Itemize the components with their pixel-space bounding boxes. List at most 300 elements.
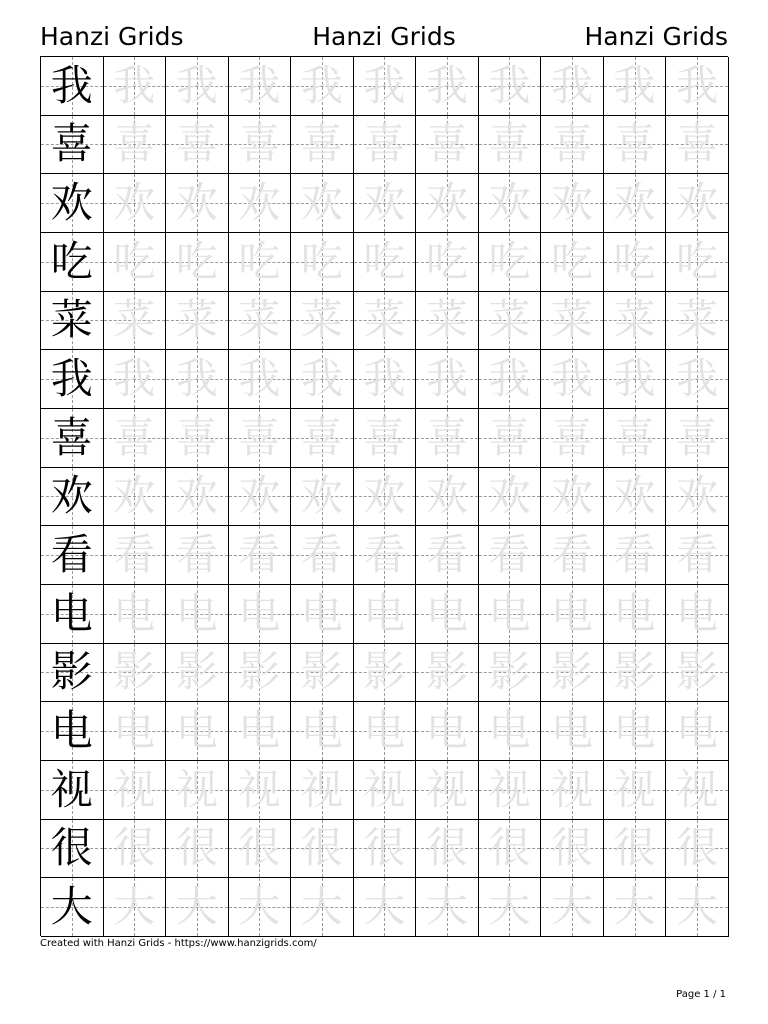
trace-cell (104, 585, 167, 644)
trace-cell (666, 116, 729, 175)
trace-cell (104, 644, 167, 703)
trace-cell (166, 702, 229, 761)
trace-character: 喜 (676, 119, 719, 169)
trace-cell (416, 761, 479, 820)
trace-character: 很 (613, 823, 656, 873)
trace-cell (104, 878, 167, 937)
practice-grid (40, 56, 728, 936)
model-cell (41, 57, 104, 116)
trace-cell (229, 350, 292, 409)
trace-character: 我 (300, 354, 343, 404)
trace-cell (541, 644, 604, 703)
trace-character: 欢 (300, 178, 343, 228)
trace-character: 喜 (488, 119, 531, 169)
trace-character: 菜 (113, 295, 156, 345)
model-cell (41, 878, 104, 937)
trace-cell (354, 761, 417, 820)
trace-cell (666, 702, 729, 761)
trace-cell (354, 820, 417, 879)
trace-cell (354, 468, 417, 527)
trace-character: 影 (425, 647, 468, 697)
trace-cell (229, 233, 292, 292)
trace-cell (166, 644, 229, 703)
trace-character: 喜 (425, 119, 468, 169)
trace-character: 电 (613, 588, 656, 638)
trace-character: 欢 (175, 471, 218, 521)
trace-cell (166, 761, 229, 820)
trace-cell (104, 409, 167, 468)
trace-character: 电 (238, 706, 281, 756)
model-character: 大 (50, 882, 93, 932)
trace-cell (666, 174, 729, 233)
trace-character: 欢 (551, 178, 594, 228)
trace-cell (479, 644, 542, 703)
trace-character: 视 (363, 764, 406, 814)
trace-character: 影 (300, 647, 343, 697)
trace-character: 吃 (363, 236, 406, 286)
trace-cell (479, 585, 542, 644)
trace-character: 视 (238, 764, 281, 814)
model-character: 视 (50, 764, 93, 814)
trace-cell (166, 174, 229, 233)
trace-cell (604, 820, 667, 879)
trace-character: 很 (238, 823, 281, 873)
model-cell (41, 585, 104, 644)
trace-cell (416, 350, 479, 409)
trace-character: 我 (113, 60, 156, 110)
trace-cell (479, 57, 542, 116)
trace-character: 欢 (676, 178, 719, 228)
trace-cell (291, 526, 354, 585)
model-character: 喜 (50, 412, 93, 462)
trace-character: 我 (551, 60, 594, 110)
trace-character: 影 (175, 647, 218, 697)
trace-character: 喜 (613, 412, 656, 462)
trace-cell (479, 702, 542, 761)
trace-cell (354, 233, 417, 292)
trace-cell (229, 57, 292, 116)
model-cell (41, 174, 104, 233)
trace-cell (604, 350, 667, 409)
model-character: 电 (50, 706, 93, 756)
trace-cell (479, 292, 542, 351)
grid-row (41, 57, 728, 116)
trace-cell (416, 292, 479, 351)
trace-character: 电 (551, 588, 594, 638)
trace-cell (604, 878, 667, 937)
trace-character: 大 (113, 882, 156, 932)
trace-character: 电 (363, 706, 406, 756)
trace-character: 大 (613, 882, 656, 932)
trace-character: 喜 (175, 119, 218, 169)
trace-cell (291, 820, 354, 879)
trace-character: 视 (425, 764, 468, 814)
trace-cell (166, 350, 229, 409)
trace-character: 电 (363, 588, 406, 638)
trace-character: 欢 (300, 471, 343, 521)
trace-character: 大 (363, 882, 406, 932)
model-character: 很 (50, 823, 93, 873)
trace-character: 很 (300, 823, 343, 873)
trace-cell (354, 644, 417, 703)
trace-cell (354, 350, 417, 409)
trace-cell (229, 468, 292, 527)
grid-row (41, 233, 728, 292)
trace-cell (354, 585, 417, 644)
trace-character: 喜 (300, 119, 343, 169)
trace-cell (291, 585, 354, 644)
trace-character: 电 (300, 588, 343, 638)
trace-cell (354, 409, 417, 468)
trace-character: 我 (425, 354, 468, 404)
trace-character: 喜 (175, 412, 218, 462)
trace-cell (104, 761, 167, 820)
trace-character: 很 (113, 823, 156, 873)
trace-cell (666, 292, 729, 351)
trace-cell (541, 409, 604, 468)
trace-cell (416, 174, 479, 233)
trace-character: 电 (676, 588, 719, 638)
model-cell (41, 350, 104, 409)
trace-cell (541, 292, 604, 351)
model-character: 吃 (50, 236, 93, 286)
trace-character: 我 (488, 354, 531, 404)
trace-cell (666, 526, 729, 585)
trace-character: 电 (488, 588, 531, 638)
trace-cell (604, 57, 667, 116)
trace-character: 很 (488, 823, 531, 873)
trace-cell (104, 702, 167, 761)
trace-character: 我 (676, 354, 719, 404)
trace-character: 欢 (113, 178, 156, 228)
header-title-left: Hanzi Grids (40, 22, 184, 51)
trace-cell (541, 233, 604, 292)
trace-cell (229, 878, 292, 937)
trace-cell (229, 292, 292, 351)
model-cell (41, 644, 104, 703)
model-character: 欢 (50, 178, 93, 228)
trace-cell (666, 233, 729, 292)
trace-character: 视 (551, 764, 594, 814)
model-character: 电 (50, 588, 93, 638)
trace-cell (479, 820, 542, 879)
trace-cell (291, 702, 354, 761)
trace-character: 看 (613, 530, 656, 580)
trace-character: 喜 (238, 412, 281, 462)
model-cell (41, 761, 104, 820)
trace-cell (541, 820, 604, 879)
trace-character: 喜 (551, 412, 594, 462)
trace-character: 吃 (175, 236, 218, 286)
trace-cell (166, 878, 229, 937)
grid-row (41, 644, 728, 703)
trace-cell (604, 585, 667, 644)
trace-character: 大 (175, 882, 218, 932)
trace-cell (666, 644, 729, 703)
trace-character: 欢 (425, 178, 468, 228)
trace-character: 欢 (425, 471, 468, 521)
trace-cell (416, 820, 479, 879)
trace-cell (666, 878, 729, 937)
grid-row (41, 350, 728, 409)
trace-cell (229, 585, 292, 644)
trace-character: 喜 (551, 119, 594, 169)
grid-row (41, 585, 728, 644)
trace-cell (604, 526, 667, 585)
trace-character: 看 (551, 530, 594, 580)
trace-cell (291, 350, 354, 409)
trace-cell (604, 409, 667, 468)
trace-character: 我 (613, 60, 656, 110)
trace-character: 欢 (676, 471, 719, 521)
trace-cell (604, 174, 667, 233)
trace-character: 喜 (613, 119, 656, 169)
trace-character: 吃 (238, 236, 281, 286)
trace-cell (104, 820, 167, 879)
trace-character: 我 (175, 354, 218, 404)
grid-row (41, 761, 728, 820)
trace-character: 很 (425, 823, 468, 873)
trace-cell (229, 174, 292, 233)
trace-character: 菜 (175, 295, 218, 345)
grid-row (41, 820, 728, 879)
trace-cell (416, 57, 479, 116)
trace-character: 大 (488, 882, 531, 932)
trace-cell (604, 761, 667, 820)
trace-cell (541, 761, 604, 820)
model-character: 我 (50, 60, 93, 110)
trace-character: 我 (363, 354, 406, 404)
trace-character: 电 (175, 706, 218, 756)
trace-cell (541, 468, 604, 527)
model-cell (41, 292, 104, 351)
trace-cell (104, 350, 167, 409)
trace-cell (104, 468, 167, 527)
trace-character: 看 (300, 530, 343, 580)
trace-cell (354, 57, 417, 116)
grid-row (41, 409, 728, 468)
trace-cell (666, 585, 729, 644)
trace-character: 电 (488, 706, 531, 756)
trace-character: 电 (113, 706, 156, 756)
trace-cell (229, 761, 292, 820)
trace-cell (354, 292, 417, 351)
trace-character: 影 (676, 647, 719, 697)
trace-cell (291, 468, 354, 527)
trace-cell (166, 820, 229, 879)
trace-character: 电 (175, 588, 218, 638)
trace-cell (104, 57, 167, 116)
trace-character: 视 (488, 764, 531, 814)
trace-cell (291, 644, 354, 703)
trace-cell (229, 702, 292, 761)
trace-character: 菜 (363, 295, 406, 345)
trace-character: 影 (488, 647, 531, 697)
trace-cell (604, 292, 667, 351)
trace-character: 我 (238, 60, 281, 110)
trace-character: 菜 (238, 295, 281, 345)
grid-row (41, 292, 728, 351)
trace-character: 喜 (363, 119, 406, 169)
trace-character: 吃 (113, 236, 156, 286)
trace-cell (479, 761, 542, 820)
trace-cell (416, 644, 479, 703)
trace-character: 菜 (613, 295, 656, 345)
trace-character: 我 (488, 60, 531, 110)
trace-character: 吃 (425, 236, 468, 286)
trace-cell (416, 233, 479, 292)
trace-cell (416, 526, 479, 585)
trace-cell (479, 409, 542, 468)
trace-character: 喜 (113, 412, 156, 462)
trace-cell (291, 57, 354, 116)
trace-cell (229, 820, 292, 879)
trace-cell (166, 57, 229, 116)
trace-cell (666, 468, 729, 527)
trace-cell (166, 116, 229, 175)
trace-cell (416, 409, 479, 468)
model-cell (41, 526, 104, 585)
trace-cell (291, 761, 354, 820)
trace-character: 喜 (113, 119, 156, 169)
trace-character: 菜 (425, 295, 468, 345)
trace-cell (604, 702, 667, 761)
trace-character: 很 (676, 823, 719, 873)
trace-cell (354, 702, 417, 761)
trace-cell (229, 644, 292, 703)
trace-character: 吃 (613, 236, 656, 286)
trace-cell (229, 526, 292, 585)
trace-character: 喜 (300, 412, 343, 462)
trace-character: 吃 (488, 236, 531, 286)
trace-character: 视 (300, 764, 343, 814)
trace-character: 吃 (676, 236, 719, 286)
model-cell (41, 820, 104, 879)
trace-character: 喜 (238, 119, 281, 169)
model-cell (41, 702, 104, 761)
trace-character: 我 (363, 60, 406, 110)
trace-cell (354, 526, 417, 585)
trace-character: 我 (613, 354, 656, 404)
trace-character: 喜 (676, 412, 719, 462)
grid-row (41, 116, 728, 175)
trace-character: 欢 (113, 471, 156, 521)
trace-character: 我 (300, 60, 343, 110)
trace-character: 看 (676, 530, 719, 580)
trace-character: 看 (238, 530, 281, 580)
trace-cell (604, 116, 667, 175)
trace-character: 欢 (488, 471, 531, 521)
model-character: 看 (50, 530, 93, 580)
trace-character: 大 (551, 882, 594, 932)
trace-cell (416, 468, 479, 527)
trace-cell (291, 116, 354, 175)
model-character: 影 (50, 647, 93, 697)
trace-character: 欢 (175, 178, 218, 228)
trace-character: 我 (238, 354, 281, 404)
trace-cell (541, 585, 604, 644)
trace-cell (104, 174, 167, 233)
trace-cell (291, 878, 354, 937)
trace-cell (166, 409, 229, 468)
trace-character: 我 (425, 60, 468, 110)
trace-character: 大 (425, 882, 468, 932)
grid-row (41, 468, 728, 527)
trace-cell (166, 526, 229, 585)
trace-cell (104, 116, 167, 175)
trace-character: 视 (113, 764, 156, 814)
trace-character: 我 (551, 354, 594, 404)
trace-cell (666, 409, 729, 468)
trace-character: 影 (551, 647, 594, 697)
trace-cell (166, 292, 229, 351)
trace-character: 菜 (300, 295, 343, 345)
trace-character: 电 (425, 706, 468, 756)
trace-cell (479, 350, 542, 409)
trace-character: 电 (551, 706, 594, 756)
footer-credit: Created with Hanzi Grids - https://www.hanzigrids.com/ (40, 938, 317, 949)
trace-character: 电 (425, 588, 468, 638)
trace-character: 菜 (488, 295, 531, 345)
trace-cell (541, 702, 604, 761)
trace-character: 欢 (613, 178, 656, 228)
trace-cell (104, 233, 167, 292)
trace-character: 大 (676, 882, 719, 932)
trace-cell (541, 526, 604, 585)
trace-cell (166, 468, 229, 527)
trace-character: 电 (613, 706, 656, 756)
header-title-right: Hanzi Grids (584, 22, 728, 51)
trace-character: 欢 (488, 178, 531, 228)
grid-row (41, 878, 728, 937)
model-character: 我 (50, 354, 93, 404)
page-number: Page 1 / 1 (676, 989, 726, 1000)
trace-character: 喜 (363, 412, 406, 462)
trace-character: 电 (676, 706, 719, 756)
model-cell (41, 468, 104, 527)
trace-character: 欢 (238, 178, 281, 228)
trace-cell (479, 468, 542, 527)
trace-cell (541, 116, 604, 175)
trace-cell (666, 350, 729, 409)
trace-cell (354, 116, 417, 175)
trace-character: 电 (238, 588, 281, 638)
grid-row (41, 174, 728, 233)
trace-character: 影 (238, 647, 281, 697)
trace-character: 欢 (363, 471, 406, 521)
header-title-center: Hanzi Grids (312, 22, 456, 51)
trace-cell (104, 526, 167, 585)
trace-cell (479, 116, 542, 175)
model-character: 菜 (50, 295, 93, 345)
trace-cell (354, 878, 417, 937)
trace-cell (416, 585, 479, 644)
trace-cell (666, 57, 729, 116)
trace-cell (479, 878, 542, 937)
trace-cell (604, 233, 667, 292)
model-cell (41, 116, 104, 175)
trace-cell (541, 174, 604, 233)
trace-cell (479, 526, 542, 585)
trace-cell (479, 233, 542, 292)
trace-cell (229, 116, 292, 175)
trace-cell (479, 174, 542, 233)
trace-cell (541, 878, 604, 937)
trace-cell (604, 468, 667, 527)
trace-character: 欢 (238, 471, 281, 521)
model-cell (41, 409, 104, 468)
trace-character: 喜 (488, 412, 531, 462)
